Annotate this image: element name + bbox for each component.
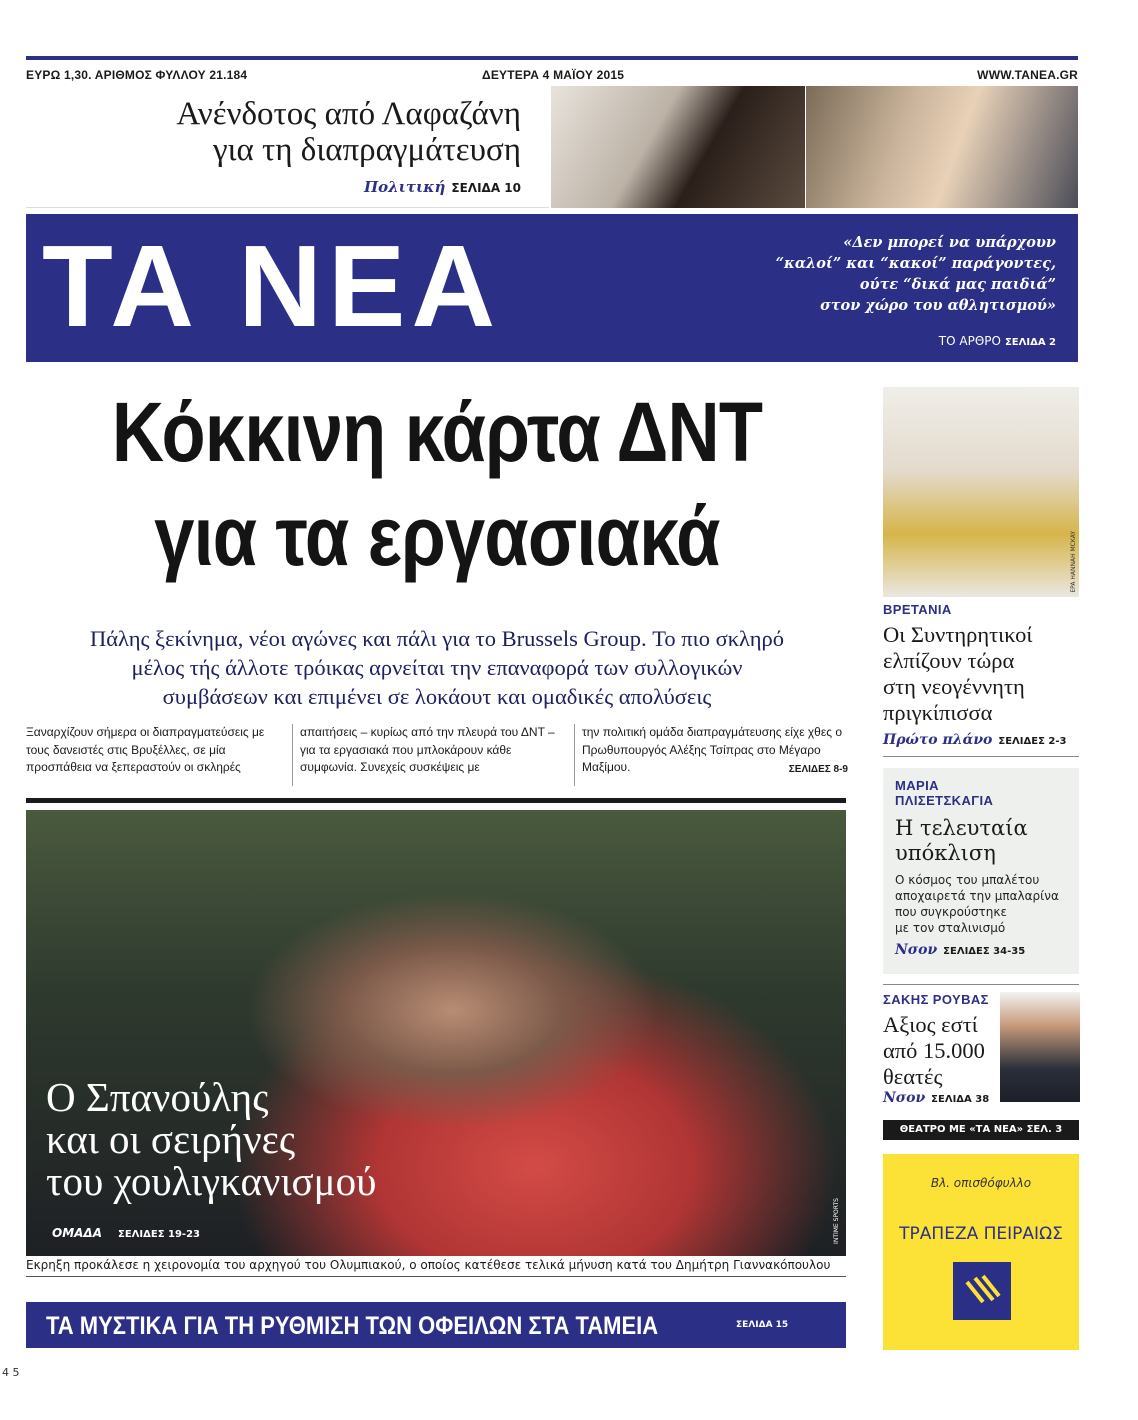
column-divider xyxy=(292,724,293,786)
main-column-3: την πολιτική ομάδα διαπραγμάτευσης είχε χθες ο Πρωθυπουργός Αλέξης Τσίπρας στο Μέγαρο Μαξίμου. ΣΕΛΙΔΕΣ 8-9 xyxy=(582,724,848,784)
tsipras-photo xyxy=(551,86,805,208)
main-headline[interactable]: Κόκκινη κάρτα ΔΝΤ για τα εργασιακά xyxy=(111,385,763,583)
main-column-2: απαιτήσεις – κυρίως από την πλευρά του ΔΝΤ – για τα εργασιακά που μπλοκάρουν κάθε συμφωνία. Συνεχείς συσκέψεις με xyxy=(300,725,555,774)
ruvas-page-ref: Νσον ΣΕΛΙΔΑ 38 xyxy=(883,1090,990,1106)
royal-kicker: ΒΡΕΤΑΝΙΑ xyxy=(883,602,952,617)
issue-date: ΔΕΥΤΕΡΑ 4 ΜΑΪΟΥ 2015 xyxy=(482,68,625,82)
ad-bank-name: ΤΡΑΠΕΖΑ ΠΕΙΡΑΙΩΣ xyxy=(899,1224,1063,1244)
masthead-title: ΤΑ ΝΕΑ xyxy=(42,221,502,351)
plisetskaya-box[interactable] xyxy=(883,768,1079,974)
top-rule xyxy=(26,56,1078,60)
sidebar-divider xyxy=(883,756,1079,757)
sidebar-divider xyxy=(883,984,1079,985)
banner-page-ref: ΣΕΛΙΔΑ 15 xyxy=(736,1320,789,1330)
maria-body: Ο κόσμος του μπαλέτου αποχαιρετά την μπαλαρίνα που συγκρούστηκε με τον σταλινισμό xyxy=(895,873,1059,935)
ruvas-photo xyxy=(1000,992,1080,1102)
main-dek: Πάλης ξεκίνημα, νέοι αγώνες και πάλι για το Brussels Group. Το πιο σκληρό μέλος τής άλλοτε τρόικας αρνείται την επαναφορά των συλλογικών συμβάσεων και επιμένει σε λοκάουτ και ομαδικές απολύσεις xyxy=(89,626,784,709)
piraeus-bank-ad[interactable] xyxy=(883,1154,1079,1350)
editorial-page-ref: ΤΟ ΑΡΘΡΟ ΣΕΛΙΔΑ 2 xyxy=(938,334,1056,348)
royal-page-ref: Πρώτο πλάνο ΣΕΛΙΔΕΣ 2-3 xyxy=(883,732,1067,748)
website-link[interactable]: WWW.TANEA.GR xyxy=(977,68,1078,82)
section-rule xyxy=(26,798,846,803)
maria-kicker: ΜΑΡΙΑ ΠΛΙΣΕΤΣΚΑΓΙΑ xyxy=(895,778,994,808)
royal-headline[interactable]: Οι Συντηρητικοί ελπίζουν τώρα στη νεογέννητη πριγκίπισσα xyxy=(883,622,1033,725)
photo-credit: INTIME SPORTS xyxy=(833,1198,840,1244)
caption-rule xyxy=(26,1276,846,1277)
teaser-page-ref: Πολιτική ΣΕΛΙΔΑ 10 xyxy=(363,178,521,196)
column-divider xyxy=(574,724,575,786)
ruvas-headline[interactable]: Αξιος εστί από 15.000 θεατές xyxy=(883,1012,985,1089)
main-page-ref: ΣΕΛΙΔΕΣ 8-9 xyxy=(788,764,848,775)
sports-caption: Εκρηξη προκάλεσε η χειρονομία του αρχηγού του Ολυμπιακού, ο οποίος κατέθεσε τελικά μήνυση κατά του Δημήτρη Γιαννακόπουλου xyxy=(26,1258,831,1272)
main-column-1: Ξαναρχίζουν σήμερα οι διαπραγματεύσεις με τους δανειστές στις Βρυξέλλες, σε μία προσπάθεια να ξεπεραστούν οι σκληρές xyxy=(26,725,265,774)
lafazanis-photo xyxy=(806,86,1078,208)
piraeus-logo-icon xyxy=(953,1262,1011,1320)
ad-note: Βλ. οπισθόφυλλο xyxy=(930,1176,1032,1190)
sports-page-ref: ΟΜΑΔΑ ΣΕΛΙΔΕΣ 19-23 xyxy=(52,1226,201,1240)
masthead xyxy=(26,214,1078,362)
royal-photo-credit: EPA HANNAH MCKAY xyxy=(1070,531,1077,593)
spanoulis-photo-story[interactable] xyxy=(26,810,846,1256)
royal-family-photo xyxy=(883,387,1079,597)
maria-headline: Η τελευταία υπόκλιση xyxy=(895,816,1028,865)
page-mark: 4 5 xyxy=(2,1366,20,1379)
teaser-headline: Ανένδοτος από Λαφαζάνη για τη διαπραγμάτευση xyxy=(176,96,521,168)
price-issue: ΕΥΡΩ 1,30. ΑΡΙΘΜΟΣ ΦΥΛΛΟΥ 21.184 xyxy=(26,68,248,82)
editorial-quote[interactable]: «Δεν μπορεί να υπάρχουν “καλοί” και “κακοί” παράγοντες, ούτε “δικά μας παιδιά” στον χώρο του αθλητισμού» xyxy=(775,234,1056,314)
banner-text: ΤΑ ΜΥΣΤΙΚΑ ΓΙΑ ΤΗ ΡΥΘΜΙΣΗ ΤΩΝ ΟΦΕΙΛΩΝ ΣΤΑ ΤΑΜΕΙΑ xyxy=(46,1312,659,1340)
sports-headline: Ο Σπανούλης και οι σειρήνες του χουλιγκανισμού xyxy=(46,1074,377,1204)
maria-page-ref: Νσον ΣΕΛΙΔΕΣ 34-35 xyxy=(895,942,1026,958)
ruvas-kicker: ΣΑΚΗΣ ΡΟΥΒΑΣ xyxy=(883,992,989,1007)
debt-settlement-banner[interactable] xyxy=(26,1302,846,1348)
theatre-promo[interactable]: ΘΕΑΤΡΟ ΜΕ «ΤΑ ΝΕΑ» ΣΕΛ. 3 xyxy=(883,1120,1079,1140)
politics-teaser[interactable] xyxy=(26,86,549,208)
